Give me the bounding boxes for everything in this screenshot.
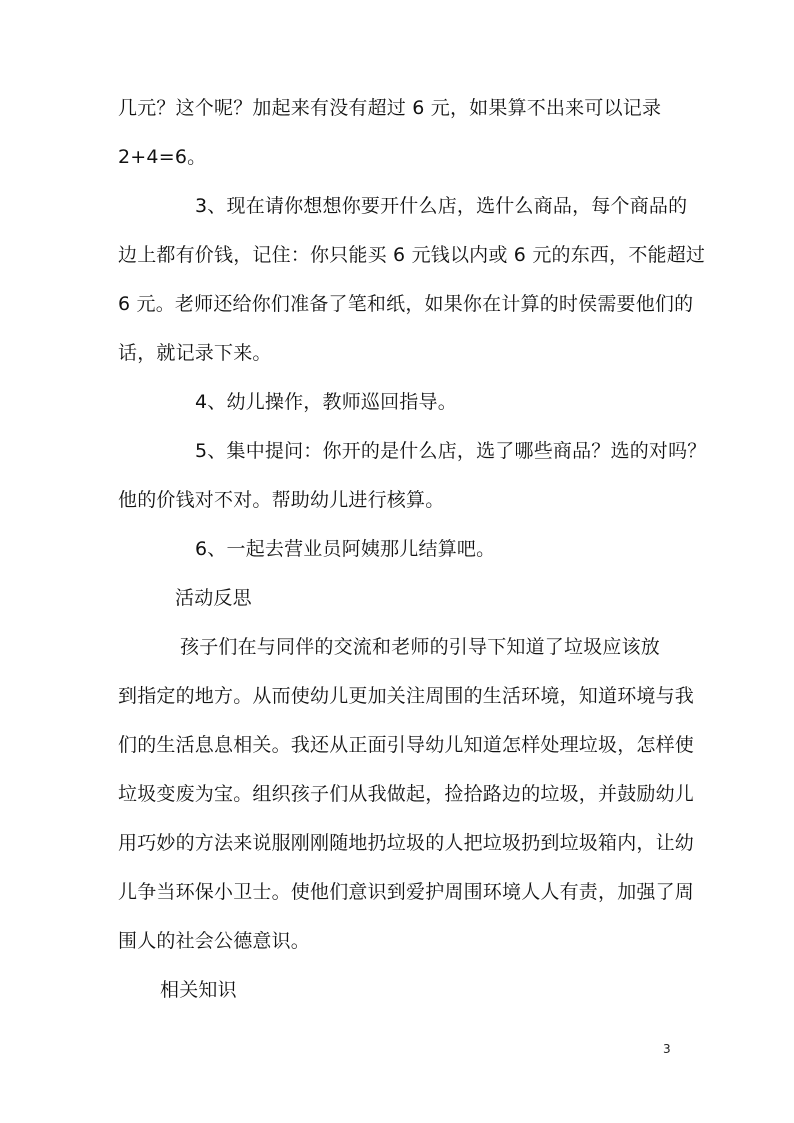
section-heading-related-knowledge: 相关知识 xyxy=(160,979,237,1001)
text-line-16: 用巧妙的方法来说服刚刚随地扔垃圾的人把垃圾扔到垃圾箱内，让幼 xyxy=(118,832,695,854)
text-line-17: 儿争当环保小卫士。使他们意识到爱护周围环境人人有责，加强了周 xyxy=(118,881,695,903)
text-line-6: 话，就记录下来。 xyxy=(118,342,272,364)
text-line-9: 他的价钱对不对。帮助幼儿进行核算。 xyxy=(118,489,445,511)
text-line-8: 5、集中提问：你开的是什么店，选了哪些商品？选的对吗？ xyxy=(195,440,707,462)
text-line-2: 2+4=6。 xyxy=(118,146,207,168)
text-line-15: 垃圾变废为宝。组织孩子们从我做起，捡拾路边的垃圾，并鼓励幼儿 xyxy=(118,783,695,805)
text-line-4: 边上都有价钱，记住：你只能买 6 元钱以内或 6 元的东西，不能超过 xyxy=(118,244,706,266)
text-line-10: 6、一起去营业员阿姨那儿结算吧。 xyxy=(195,538,496,560)
text-line-14: 们的生活息息相关。我还从正面引导幼儿知道怎样处理垃圾，怎样使 xyxy=(118,734,695,756)
section-heading-reflection: 活动反思 xyxy=(175,587,252,609)
page-number: 3 xyxy=(663,1042,671,1056)
text-line-5: 6 元。老师还给你们准备了笔和纸，如果你在计算的时侯需要他们的 xyxy=(118,293,694,315)
text-line-12: 孩子们在与同伴的交流和老师的引导下知道了垃圾应该放 xyxy=(180,636,661,658)
text-line-18: 围人的社会公德意识。 xyxy=(118,930,311,952)
text-line-7: 4、幼儿操作，教师巡回指导。 xyxy=(195,391,457,413)
text-line-3: 3、现在请你想想你要开什么店，选什么商品，每个商品的 xyxy=(195,195,688,217)
text-line-1: 几元？这个呢？加起来有没有超过 6 元，如果算不出来可以记录 xyxy=(118,97,662,119)
text-line-13: 到指定的地方。从而使幼儿更加关注周围的生活环境，知道环境与我 xyxy=(118,685,695,707)
